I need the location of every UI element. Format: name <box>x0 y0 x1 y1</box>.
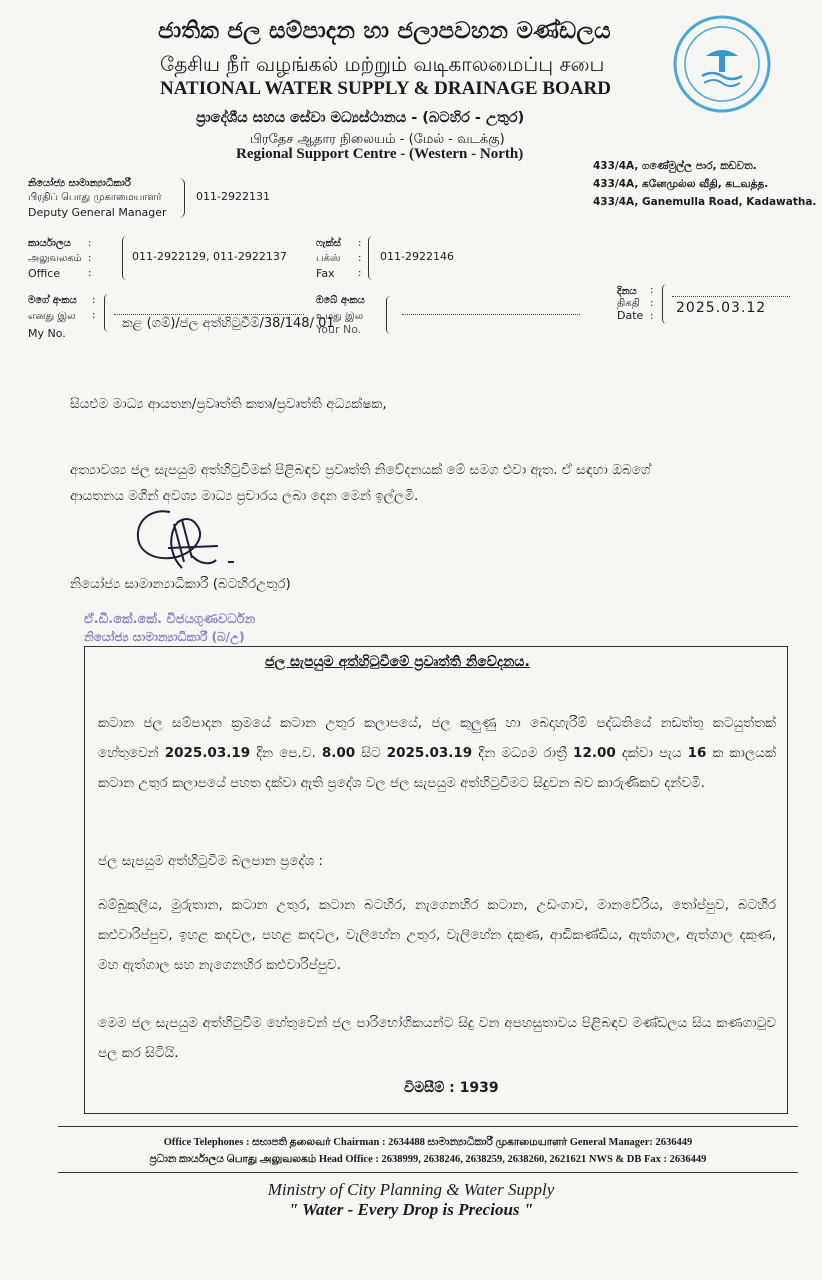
areas-heading: ජල සැපයුම අත්හිටුවීම බලපාන ප්‍රදේශ : <box>98 853 323 869</box>
notice-date-end: 2025.03.19 <box>386 745 473 761</box>
dgm-brace <box>176 178 185 218</box>
office-name-sinhala: ප්‍රාදේශීය සහය සේවා මධ්‍යස්ථානය - (බටහිර - උතුර) <box>196 110 525 126</box>
office-label-tamil: அலுவலகம் <box>28 253 82 264</box>
address-english: 433/4A, Ganemulla Road, Kadawatha. <box>593 196 817 208</box>
notice-para1-b: දින පෙ.ව. <box>256 745 316 761</box>
fax-label-sinhala: ෆැක්ස් <box>316 238 341 249</box>
date-label-tamil: திகதி <box>617 298 640 309</box>
office-label-english: Office <box>28 267 61 280</box>
office-label-sinhala: කාර්යාලය <box>28 238 71 249</box>
my-no-dots <box>114 314 304 315</box>
footer-head-office: ප්‍රධාන කාර්යාලය பொது அலுவலகம் Head Office : 2638999, 2638246, 2638259, 2638260, 2621621 NWS & DB Fax : 2636449 <box>149 1154 707 1165</box>
my-no-colons: : : <box>92 295 96 321</box>
footer-rule-top <box>58 1126 798 1127</box>
my-no-label-english: My No. <box>28 327 66 340</box>
my-no-value: කළ (ගම්)/ජල අත්හිටුවීම්/38/148/ 01 <box>122 316 335 331</box>
notice-date-start: 2025.03.19 <box>164 745 251 761</box>
apology-note: මෙම ජල සැපයුම අත්හිටුවීම හේතුවෙන් ජල පාරිභෝගිකයන්ට සිදු වන අපහසුතාවය පිළිබඳව මණ්ඩලය සිය කණගාටුව පල කර සිටියි. <box>98 1015 776 1061</box>
ministry-name: Ministry of City Planning & Water Supply <box>267 1180 555 1199</box>
my-no-label-sinhala: මගේ අංකය <box>28 295 77 306</box>
your-no-label-tamil: உமது இல <box>316 311 363 322</box>
addressee: සියළුම මාධ්‍ය ආයතන/ප්‍රවෘත්ති කතෘ/ප්‍රවෘත්ති අධ්‍යක්ෂක, <box>70 396 387 412</box>
nwsdb-logo-icon <box>672 14 772 114</box>
inquiry-line <box>404 1080 499 1096</box>
inquiry-number: 1939 <box>459 1080 499 1096</box>
my-no-brace <box>104 294 113 332</box>
fax-brace <box>368 236 377 280</box>
letter-body-line2: ආයතනය මගින් අවශ්‍ය මාධ්‍ය ප්‍රචාරය ලබා දෙන මෙන් ඉල්ලමි. <box>70 488 419 504</box>
notice-time-start: 8.00 <box>321 745 356 761</box>
org-name-english: NATIONAL WATER SUPPLY & DRAINAGE BOARD <box>160 78 611 99</box>
letter-body-line1: අත්‍යාවශ්‍ය ජල සැපයුම අත්හිටුවීමක් පිළිබඳව ප්‍රවෘත්ති නිවේදනයක් මේ සමග එවා ඇත. ඒ සඳහා ඔබගේ <box>70 462 651 478</box>
inquiry-label: විමසීම් : <box>404 1080 455 1096</box>
office-name-tamil: பிரதேச ஆதார நிலையம் - (மேல் - வடக்கு) <box>250 132 505 147</box>
stamp-title: නියෝජ්‍ය සාමාන්‍යාධිකාරී (බ/උ) <box>84 630 245 644</box>
footer-rule-bottom <box>58 1172 798 1173</box>
notice-title: ජල සැපයුම අත්හිටුවීමේ ප්‍රවෘත්ති නිවේදනය. <box>265 654 530 670</box>
signature-icon <box>122 500 242 578</box>
notice-para1-e: දක්වා පැය <box>621 745 682 761</box>
date-colons: : : : <box>650 285 654 322</box>
date-label-sinhala: දිනය <box>617 286 637 297</box>
dgm-label-tamil: பிரதிப் பொது முகாமையாளர் <box>28 192 162 203</box>
org-name-sinhala: ජාතික ජල සම්පාදන හා ජලාපවහන මණ්ඩලය <box>158 18 611 44</box>
your-no-label-sinhala: ඔබේ අංකය <box>316 295 365 306</box>
date-dots <box>672 296 790 297</box>
notice-para1-c: සිට <box>361 745 381 761</box>
notice-hours: 16 <box>687 745 707 761</box>
dgm-label-english: Deputy General Manager <box>28 206 167 219</box>
office-name-english: Regional Support Centre - (Western - North) <box>236 146 524 162</box>
fax-label-tamil: பக்ஸ் <box>316 253 341 264</box>
stamp-name: ඒ.ඩී.කේ.කේ. විජයගුණවර්ධන <box>84 612 256 627</box>
office-colons: : : : <box>88 238 92 279</box>
office-brace <box>122 236 131 280</box>
address-tamil: 433/4A, கனேமுல்ல வீதி, கடவத்த. <box>593 178 769 190</box>
notice-paragraph <box>98 708 776 798</box>
date-value: 2025.03.12 <box>676 300 767 316</box>
notice-time-end: 12.00 <box>573 745 616 761</box>
org-name-tamil: தேசிய நீர் வழங்கல் மற்றும் வடிகாலமைப்பு சபை <box>160 52 605 76</box>
notice-para1-a: කටාන ජල සම්පාදන ක්‍රමයේ කටාන උතුර කලාපයේ, ජල කුලුණු හා බෙදාහැරීම් පද්ධතියේ නඩත්තු කටයුත්තක් හේතුවෙන් <box>98 715 776 761</box>
address-sinhala: 433/4A, ගණේමුල්ල පාර, කඩවත. <box>593 160 757 172</box>
slogan: " Water - Every Drop is Precious " <box>288 1200 534 1219</box>
your-no-brace <box>386 296 395 334</box>
notice-para1-d: දින මධ්‍යම රාත්‍රී <box>478 745 567 761</box>
signatory-title: නියෝජ්‍ය සාමාන්‍යාධිකාරී (බටහිරඋතුර) <box>70 576 291 592</box>
dgm-phone: 011-2922131 <box>196 190 270 203</box>
fax-label-english: Fax <box>316 267 335 280</box>
date-brace <box>662 284 671 324</box>
my-no-label-tamil: எனது இல <box>28 311 76 322</box>
footer-phones: Office Telephones : සභාපති தலைவர் Chairman : 2634488 සාමාන්‍යාධිකාරී முகாமையாளர் General Manager: 2636449 <box>163 1137 693 1148</box>
office-phone: 011-2922129, 011-2922137 <box>132 250 287 263</box>
fax-colons: : : : <box>358 238 362 279</box>
date-label-english: Date <box>617 309 644 322</box>
dgm-label-sinhala: නියෝජ්‍ය සාමාන්‍යාධිකාරී <box>28 178 131 189</box>
your-no-label-english: Your No. <box>316 323 362 336</box>
your-no-dots <box>402 314 580 315</box>
affected-areas: බම්බුකුලිය, මුරුතාන, කටාන උතුර, කටාන බටහිර, නැගෙනහිර කටාන, උඩංගාව, මානවේරිය, තෝප්පුව, බටහිර කළුවාරිප්පුව, ඉහළ කදවල, පහළ කදවල, වැලිහේන උතුර, වැලිහේන දකුණ, ආඩිකණ්ඩිය, ඇත්ගාල, ඇත්ගාල දකුණ, මහ ඇත්ගාල සහ නැගෙනහිර කළුවාරිප්පුව. <box>98 897 776 973</box>
notice-para1-f: ක කාලයක් කටාන උතුර කලාපයේ පහත දක්වා ඇති ප්‍රදේශ වල ජල සැපයුම අත්හිටුවීමට සිදුවන බව කාරුණිකව දන්වමි. <box>98 745 776 791</box>
fax-number: 011-2922146 <box>380 250 454 263</box>
